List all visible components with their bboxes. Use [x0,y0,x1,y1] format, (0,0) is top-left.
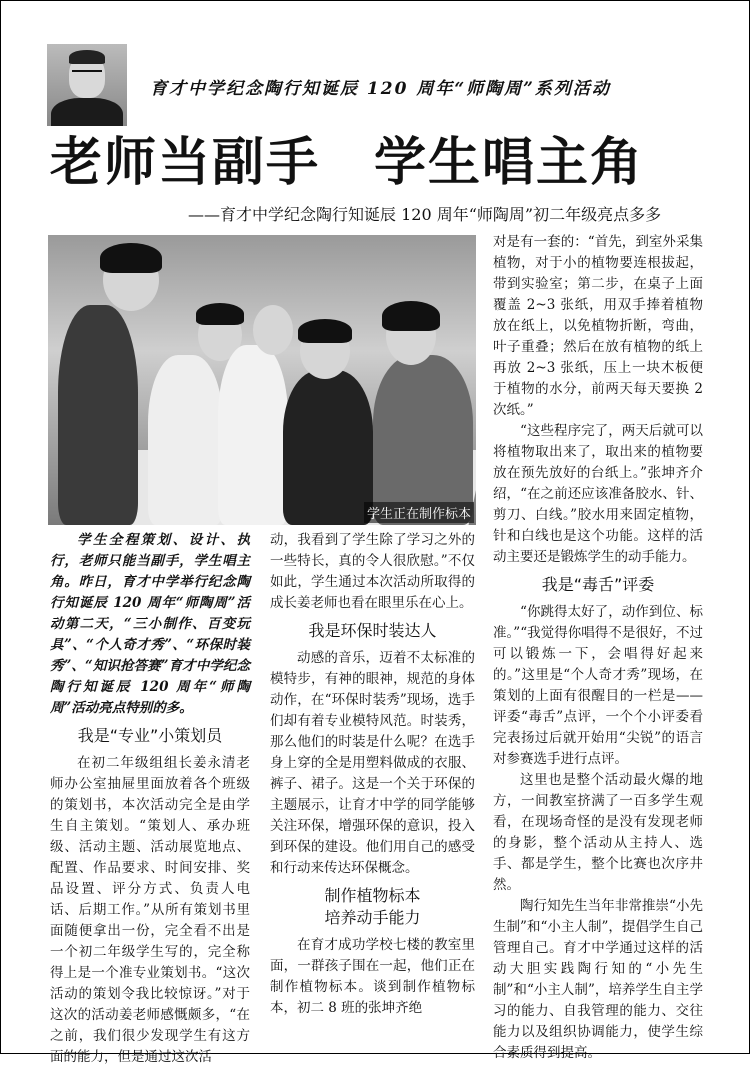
photo-hair-1 [100,243,162,273]
paragraph: 对是有一套的：“首先，到室外采集植物，对于小的植物要连根拔起，带到实验室；第二步，在桌子上面覆盖 2~3 张纸，用双手捧着植物放在纸上，以免植物折断，弯曲，叶子重叠；然后在放有植物的纸上再放 2~3 张纸，压上一块木板便于植物的水分，前两天每天要换 2 次纸。” [493,234,703,418]
section-heading-specimen-1: 制作植物标本 [324,886,421,905]
photo-student-3 [218,345,288,525]
photo-hair-2 [196,303,244,325]
subtitle: ——育才中学纪念陶行知诞辰 120 周年“师陶周”初二年级亮点多多 [188,205,662,224]
tao-xingzhi-portrait [47,44,127,126]
intro-paragraph: 学生全程策划、设计、执行，老师只能当副手，学生唱主角。昨日，育才中学举行纪念陶行知诞辰 120 周年“师陶周”活动第二天，“三小制作、百变玩具”、“个人奇才秀”、“环保时装秀”、“知识抢答赛”育才中学纪念陶行知诞辰 120 周年“师陶周”活动亮点特别的多。 [50,532,250,716]
paragraph: 陶行知先生当年非常推崇“小先生制”和“小主人制”，提倡学生自己管理自己。育才中学通过这样的活动大胆实践陶行知的“小先生制”和“小主人制”，培养学生自主学习的能力、自我管理的能力、交往能力以及组织协调能力，使学生综合素质得到提高。 [493,898,703,1061]
photo-head-3 [253,305,293,355]
photo-hair-4 [298,319,352,343]
portrait-hair [69,50,105,64]
column-1 [50,530,250,1068]
paragraph: 动感的音乐，迈着不太标准的模特步，有神的眼神，规范的身体动作，在“环保时装秀”现场，选手们却有着专业模特风范。时装秀，那么他们的时装是什么呢？在选手身上穿的全是用塑料做成的衣服、裤子、裙子。这是一个关于环保的主题展示，让育才中学的同学能够关注环保，增强环保的意识，投入到环保的建设。他们用自己的感受和行动来传达环保概念。 [270,650,475,876]
paragraph: 动，我看到了学生除了学习之外的一些特长，真的令人很欣慰。”不仅如此，学生通过本次活动所取得的成长姜老师也看在眼里乐在心上。 [270,532,475,611]
paragraph: 在初二年级组组长姜永清老师办公室抽屉里面放着各个班级的策划书，本次活动完全是由学生自主策划。“策划人、承办班级、活动主题、活动展览地点、配置、作品要求、时间安排、奖品设置、评分方式、负责人电话、后期工作。”从所有策划书里面随便拿出一份，完全看不出是一个初二年级学生写的，完全称得上是一个准专业策划书。“这次活动的策划令我比较惊讶。”对于这次的活动姜老师感慨颇多，“在之前，我们很少发现学生有这方面的能力，但是通过这次活 [50,755,250,1065]
portrait-glasses [72,70,102,80]
paragraph: “你跳得太好了，动作到位、标准。”“我觉得你唱得不是很好，不过可以锻炼一下，会唱得好起来的。”这里是“个人奇才秀”现场，在策划的上面有很醒目的一栏是——评委“毒舌”点评，一个个小评委看完表扬过后就开始用“尖锐”的语言对参赛选手进行点评。 [493,604,703,767]
column-2 [270,530,475,1019]
photo-student-4 [283,370,373,525]
series-title: 育才中学纪念陶行知诞辰 120 周年“师陶周”系列活动 [150,79,611,99]
news-photo [48,235,476,525]
photo-student-2 [148,355,223,525]
section-heading-planner: 我是“专业”小策划员 [77,726,223,745]
photo-hair-teacher [382,301,440,331]
photo-teacher [373,355,473,525]
headline: 老师当副手 学生唱主角 [50,133,645,193]
section-heading-judge: 我是“毒舌”评委 [541,575,655,594]
photo-student-1 [58,305,138,525]
column-3 [493,232,703,1064]
paragraph: “这些程序完了，两天后就可以将植物取出来了，取出来的植物要放在预先放好的台纸上。”张坤齐介绍，“在之前还应该准备胶水、针、剪刀、白线。”胶水用来固定植物，针和白线也是这个功能。这样的活动主要还是锻炼学生的动手能力。 [493,423,703,565]
photo-caption: 学生正在制作标本 [364,502,474,523]
paragraph: 在育才成功学校七楼的教室里面，一群孩子围在一起，他们正在制作植物标本。谈到制作植物标本，初二 8 班的张坤齐绝 [270,937,475,1016]
section-heading-specimen-2: 培养动手能力 [324,908,421,927]
paragraph: 这里也是整个活动最火爆的地方，一间教室挤满了一百多学生观看，在现场奇怪的是没有发现老师的身影，整个活动从主持人、选手、都是学生，整个比赛也次序井然。 [493,772,703,893]
section-heading-fashion: 我是环保时装达人 [308,621,437,640]
